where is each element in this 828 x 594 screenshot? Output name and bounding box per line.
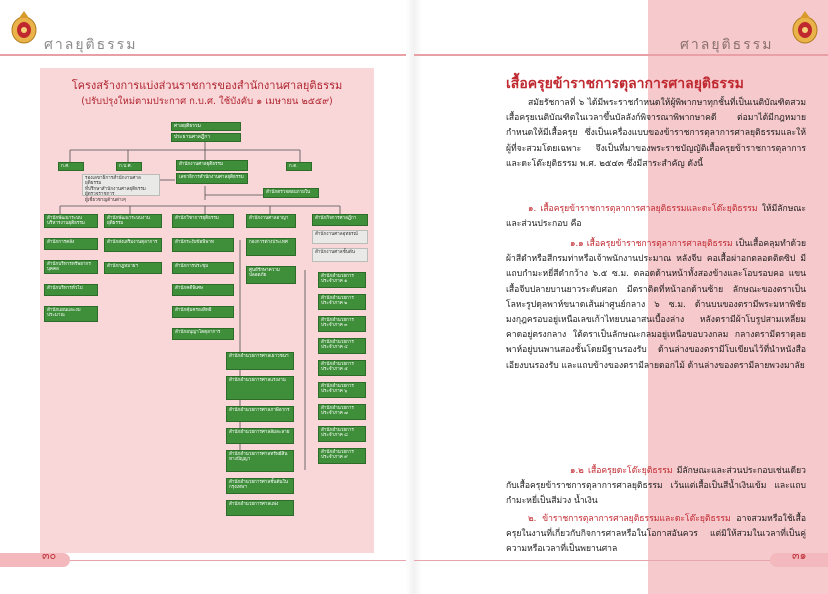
- org-box-committee-2: ก.บ.ศ.: [116, 162, 142, 171]
- org-box-region-1: สำนักอำนวยการ ประจำภาค ๑: [318, 272, 366, 288]
- org-box-col4-2: สำนักงานศาลอุทธรณ์: [312, 230, 368, 244]
- header-title-right: ศาลยุติธรรม: [680, 37, 774, 53]
- org-box-court: ศาลยุติธรรม: [171, 122, 241, 131]
- org-box-col3r-1: สำนักงานศาลอาญา: [246, 214, 296, 228]
- section-2: [506, 512, 806, 555]
- org-box-col3-4: สำนักคดีพิเศษ: [172, 284, 234, 296]
- book-gutter: [406, 0, 422, 594]
- org-box-col5-3: สำนักอำนวยการศาลภาษีอากร: [226, 406, 294, 422]
- chart-title: โครงสร้างการแบ่งส่วนราชการของสำนักงานศาลยุติธรรม: [71, 79, 343, 92]
- org-box-region-7: สำนักอำนวยการ ประจำภาค ๗: [318, 404, 366, 420]
- heading-1-2: ๑.๒ เสื้อครุยดะโต๊ะยุติธรรม: [570, 466, 673, 476]
- org-box-col1-3: สำนักบริหารทรัพยากรบุคคล: [44, 260, 98, 274]
- org-box-col5-7: สำนักอำนวยการศาลแพ่ง: [226, 500, 294, 516]
- section-1-1: [506, 237, 806, 462]
- page-number-left: ๓๐: [42, 549, 57, 562]
- org-box-committee-1: ก.ศ.: [58, 162, 84, 171]
- org-box-col1-5: สำนักแผนและงบประมาณ: [44, 306, 98, 322]
- page-number-tab: [0, 553, 70, 567]
- heading-1-block: [506, 202, 806, 232]
- org-box-col1-4: สำนักบริหารทั่วไป: [44, 284, 98, 296]
- org-box-region-4: สำนักอำนวยการ ประจำภาค ๔: [318, 338, 366, 354]
- org-box-region-2: สำนักอำนวยการ ประจำภาค ๒: [318, 294, 366, 310]
- org-box-col1-1: สำนักพัฒนาระบบบริหารงานยุติธรรม: [44, 214, 98, 228]
- org-box-col3-6: สำนักอนุญาโตตุลาการ: [172, 328, 234, 340]
- org-box-col2-3: สำนักกฎหมายฯ: [104, 262, 162, 274]
- org-box-col4-3: สำนักงานศาลชั้นต้น: [312, 248, 368, 262]
- intro-paragraph: สมัยรัชกาลที่ ๖ ได้มีพระราชกำหนดให้ผู้พิพากษาทุกชั้นที่เป็นเนติบัณฑิตสวมเสื้อครุยเนติบัณฑิตในเวลาขึ้นบัลลังก์พิจารณาพิพากษาคดี ต่อมาได้มีกฎหมายกำหนดให้มีเสื้อครุย ซึ่งเป็นเครื่องแบบของข้าราชการตุลาการศาลยุติธรรมและให้ผู้ที่จะสวมโดยเฉพาะ จึงเป็นที่มาของพระราชบัญญัติเสื้อครุยข้าราชการตุลาการและดะโต๊ะยุติธรรม พ.ศ. ๒๕๔๓ ซึ่งมีสาระสำคัญ ดังนี้: [506, 98, 806, 169]
- heading-1: ๑. เสื้อครุยข้าราชการตุลาการศาลยุติธรรมและดะโต๊ะยุติธรรม: [528, 204, 758, 214]
- header-title: ศาลยุติธรรม: [44, 37, 138, 53]
- org-box-region-9: สำนักอำนวยการ ประจำภาค ๙: [318, 448, 366, 464]
- footer-rule-right: [414, 560, 774, 561]
- org-box-col2-1: สำนักพัฒนาระบบงานยุติธรรม: [104, 214, 162, 228]
- heading-2: ๒. ข้าราชการตุลาการศาลยุติธรรมและดะโต๊ะยุติธรรม: [528, 514, 731, 524]
- org-box-col3r-2: กองการต่างประเทศ: [246, 238, 296, 256]
- org-box-audit: สำนักตรวจสอบภายใน: [263, 188, 319, 198]
- org-box-col5-2: สำนักอำนวยการศาลแรงงาน: [226, 376, 294, 400]
- org-box-col3-1: สำนักวิชาการยุติธรรม: [172, 214, 234, 228]
- org-box-region-5: สำนักอำนวยการ ประจำภาค ๕: [318, 360, 366, 376]
- org-box-col5-5: สำนักอำนวยการศาลทรัพย์สินทางปัญญา: [226, 450, 294, 472]
- paragraph-1-1: เป็นเสื้อคลุมทำด้วยผ้าสีดำหรือสีกรมท่าหรือเจ้าพนักงานประมาณ หลังจีบ คอเสื้อผ่าอกตลอดติดซิป มีแถบกำมะหยี่สีดำกว้าง ๖.๕ ซ.ม. ตลอดด้านหน้าทั้งสองข้างและโอบรอบคอ แขนเสื้อจีบปลายบานยาวระดับศอก มีตราติดที่หน้าอกด้านซ้าย ลักษณะของตราเป็นโลหะรูปดุลพาห์ขนาดเส้นผ่าศูนย์กลาง ๖ ซ.ม. ด้านบนของตรามีพระมหาพิชัยมงกุฎครอบอยู่เหนือเลขเก้าไทยบนอาสนเบื้องล่าง หลังตรามีผ้าโบรูปสามเหลี่ยมคาดอยู่ตรงกลาง ใต้ตราเป็นลักษณะกลมอยู่เหนือขอบวงกลม กลางตรามีตราดุลยพาห์อยู่บนพานสองชั้นโดยมีฐานรองรับ ด้านล่างของตรามีโบเขียนไว้ที่นำหนังสือ เอียงบนรองรับ และแถบข้างของตรามีลายดอกไม้ ด้านล่างของตรามีลายพวงมาลัย: [506, 239, 807, 371]
- header-rule-right: [414, 54, 828, 56]
- footer-rule: [70, 560, 414, 561]
- org-box-region-8: สำนักอำนวยการ ประจำภาค ๘: [318, 426, 366, 442]
- org-box-secretary: เลขาธิการสำนักงานศาลยุติธรรม: [176, 173, 248, 184]
- section-1-2: [506, 464, 806, 510]
- page-number-right: ๓๑: [792, 549, 807, 562]
- org-box-region-3: สำนักอำนวยการ ประจำภาค ๓: [318, 316, 366, 332]
- paragraph-2: อาจสวมหรือใช้เสื้อครุยในงานที่เกี่ยวกับกิจการศาลหรือในโอกาสอันควร แต่มิให้สวมในเวลาที่เป็นคู่ความหรือเวลาที่เป็นพยานศาล: [506, 514, 806, 555]
- org-box-office: สำนักงานศาลยุติธรรม: [176, 160, 248, 171]
- org-box-col3-5: สำนักคุ้มครองสิทธิ: [172, 306, 234, 318]
- org-box-secretary-note: รองเลขาธิการสำนักงานศาลยุติธรรม ที่ปรึกษาสำนักงานศาลยุติธรรม ผู้ตรวจราชการ ผู้เชี่ยวชาญด้านต่างๆ: [82, 174, 160, 196]
- org-box-committee-4: ก.ต.: [286, 162, 312, 171]
- org-box-col5-1: สำนักอำนวยการศาลเยาวชนฯ: [226, 352, 294, 370]
- org-box-col2-2: สำนักส่งเสริมงานตุลาการ: [104, 238, 162, 252]
- section-title: เสื้อครุยข้าราชการตุลาการศาลยุติธรรม: [506, 76, 744, 92]
- org-box-col3r-3: ศูนย์รักษาความปลอดภัย: [246, 266, 296, 284]
- paragraph-1-2: มีลักษณะและส่วนประกอบเช่นเดียวกับเสื้อครุยข้าราชการตุลาการศาลยุติธรรม เว้นแต่เสื้อเป็นสีน้ำเงินเข้ม และแถบกำมะหยี่เป็นสีม่วง น้ำเงิน: [506, 466, 806, 507]
- court-seal-icon: [790, 10, 820, 46]
- org-box-region-6: สำนักอำนวยการ ประจำภาค ๖: [318, 382, 366, 398]
- org-box-col5-6: สำนักอำนวยการศาลชั้นต้นในกรุงเทพฯ: [226, 478, 294, 494]
- chart-subtitle: (ปรับปรุงใหม่ตามประกาศ ก.บ.ศ. ใช้บังคับ ๑ เมษายน ๒๕๕๙): [81, 96, 333, 107]
- org-box-col5-4: สำนักอำนวยการศาลล้มละลาย: [226, 428, 294, 444]
- org-box-col3-2: สำนักระงับข้อพิพาท: [172, 238, 234, 252]
- org-box-col4-1: สำนักกิจการศาลฎีกา: [312, 214, 368, 226]
- org-box-col1-2: สำนักการคลัง: [44, 238, 98, 250]
- heading-1-1: ๑.๑ เสื้อครุยข้าราชการตุลาการศาลยุติธรรม: [570, 239, 733, 249]
- org-box-chief-justice: ประธานศาลฎีกา: [171, 133, 241, 142]
- org-box-col3-3: สำนักการประชุม: [172, 262, 234, 274]
- heading-1-tail: ให้มีลักษณะและส่วนประกอบ คือ: [506, 204, 807, 230]
